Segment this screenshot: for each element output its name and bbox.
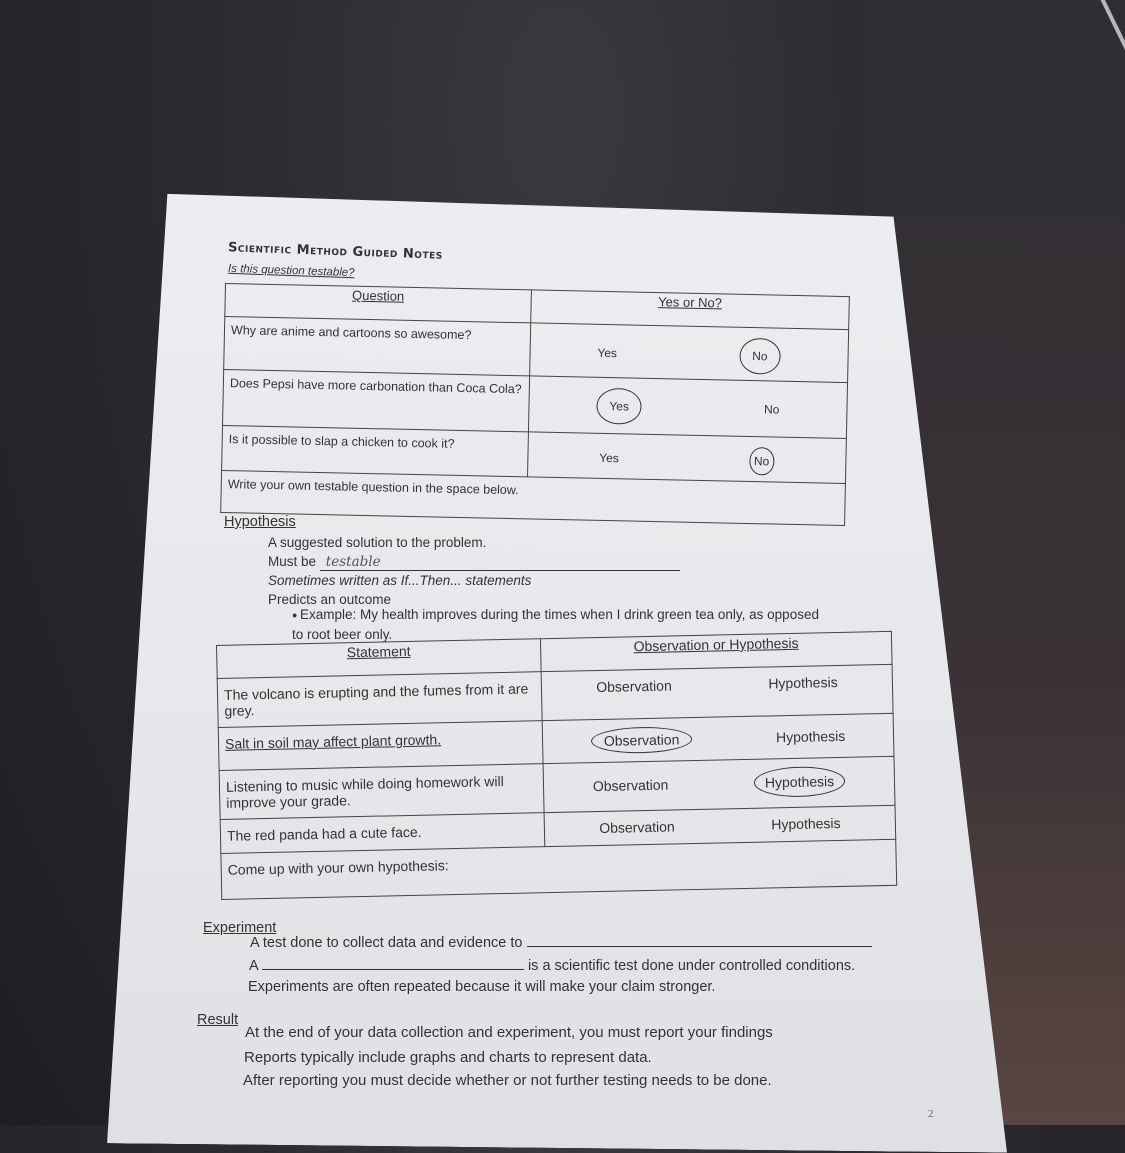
statement-classification-table	[216, 631, 897, 900]
hypothesis-option[interactable]: Hypothesis	[771, 814, 841, 833]
page-title: Scientific Method Guided Notes	[227, 240, 443, 263]
write-question-prompt[interactable]: Write your own testable question in the space below.	[221, 470, 846, 525]
statement-cell: Salt in soil may affect plant growth.	[218, 721, 543, 771]
experiment-blank-1[interactable]	[527, 946, 872, 947]
experiment-heading: Experiment	[203, 920, 277, 936]
experiment-line2-prefix: A	[249, 958, 258, 974]
hypothesis-option[interactable]: Hypothesis	[768, 673, 838, 692]
page-subtitle: Is this question testable?	[227, 262, 355, 280]
no-option-circled[interactable]: No	[739, 338, 781, 375]
statement-cell: The volcano is erupting and the fumes from it are grey.	[217, 672, 542, 728]
no-option-circled[interactable]: No	[749, 447, 775, 476]
yes-option[interactable]: Yes	[597, 345, 618, 361]
hypothesis-line4: Predicts an outcome	[268, 592, 392, 607]
yes-option[interactable]: Yes	[599, 450, 619, 466]
hypothesis-heading: Hypothesis	[224, 514, 296, 530]
question-cell: Why are anime and cartoons so awesome?	[224, 317, 531, 376]
statement-cell: Listening to music while doing homework will improve your grade.	[219, 764, 544, 820]
observation-option-circled[interactable]: Observation	[591, 726, 693, 754]
experiment-line1	[250, 935, 872, 951]
result-heading: Result	[197, 1012, 239, 1028]
observation-option[interactable]: Observation	[596, 677, 672, 696]
result-line1: At the end of your data collection and experiment, you must report your findings	[245, 1024, 773, 1041]
observation-option[interactable]: Observation	[599, 818, 675, 837]
page-number: 2	[928, 1108, 934, 1120]
hypothesis-option[interactable]: Hypothesis	[775, 727, 846, 746]
hypothesis-line2	[268, 554, 680, 571]
observation-option[interactable]: Observation	[592, 776, 669, 795]
table1-header-question: Question	[225, 284, 531, 323]
yes-option-circled[interactable]: Yes	[596, 388, 642, 425]
statement-cell: The red panda had a cute face.	[220, 813, 545, 854]
hypothesis-example: ● Example: My health improves during the times when I drink green tea only, as opposed to root beer only.	[292, 605, 832, 644]
no-option[interactable]: No	[763, 402, 780, 417]
experiment-line3: Experiments are often repeated because it will make your claim stronger.	[248, 979, 716, 995]
must-be-label: Must be	[268, 554, 317, 569]
question-cell: Is it possible to slap a chicken to cook it?	[222, 425, 529, 476]
question-cell: Does Pepsi have more carbonation than Coca Cola?	[223, 369, 530, 431]
experiment-line2	[249, 958, 855, 974]
experiment-line2-suffix: is a scientific test done under controlled conditions.	[527, 958, 856, 974]
table1-header-yesno: Yes or No?	[530, 290, 849, 330]
experiment-blank-2[interactable]	[262, 969, 524, 970]
hypothesis-option-circled[interactable]: Hypothesis	[754, 766, 846, 798]
testable-questions-table	[220, 283, 850, 526]
result-line2: Reports typically include graphs and charts to represent data.	[244, 1049, 652, 1066]
hypothesis-line1: A suggested solution to the problem.	[268, 535, 487, 550]
table2-header-obs-hyp: Observation or Hypothesis	[540, 631, 892, 671]
experiment-line1-text: A test done to collect data and evidence to	[250, 935, 523, 951]
hypothesis-line3: Sometimes written as If...Then... statements	[268, 573, 532, 588]
result-line3: After reporting you must decide whether or not further testing needs to be done.	[243, 1072, 772, 1089]
must-be-blank[interactable]	[320, 554, 680, 571]
handwritten-answer: testable	[325, 554, 381, 570]
own-hypothesis-prompt[interactable]: Come up with your own hypothesis:	[221, 839, 897, 899]
table2-header-statement: Statement	[217, 639, 542, 679]
